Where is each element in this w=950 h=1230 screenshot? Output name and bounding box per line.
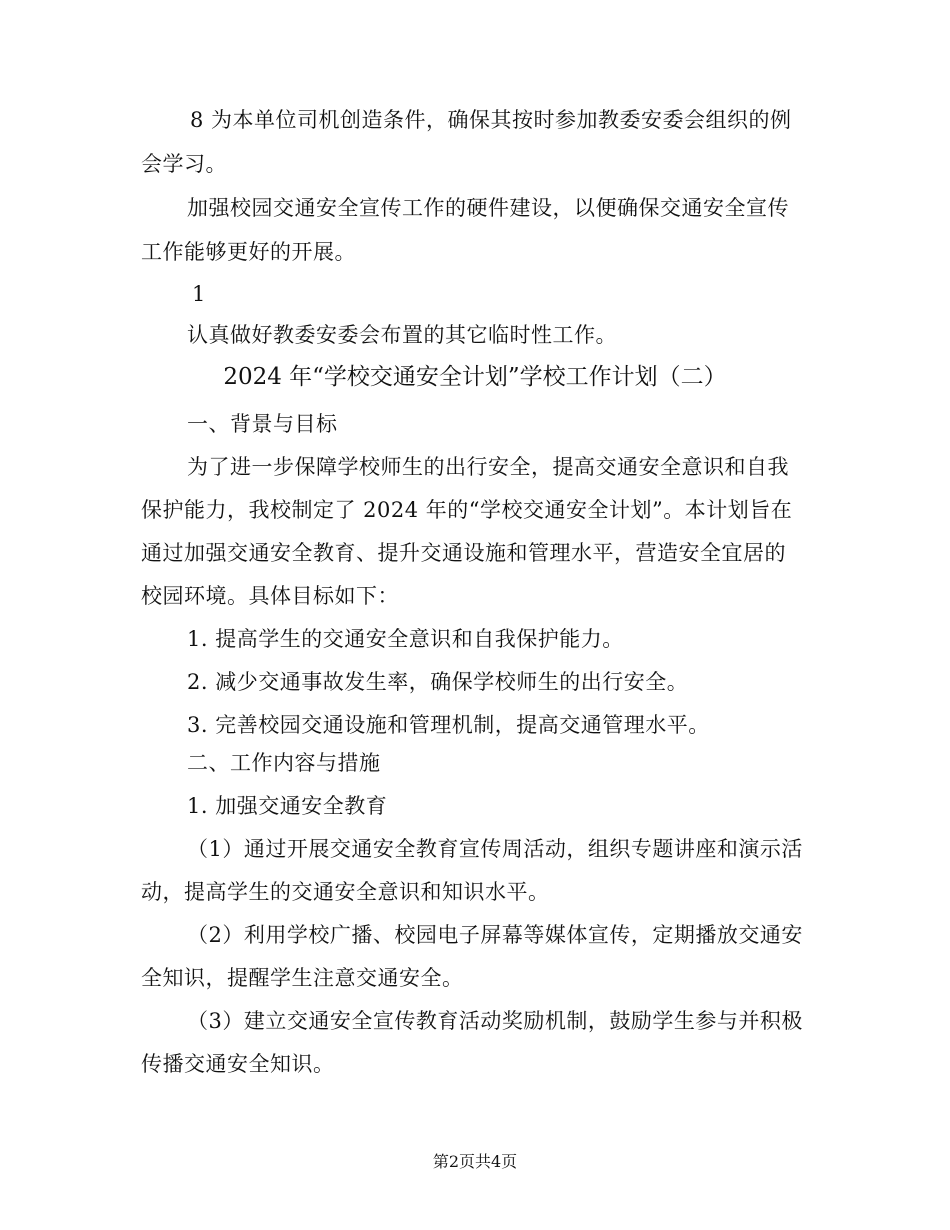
goal-1: 1. 提高学生的交通安全意识和自我保护能力。 bbox=[187, 627, 624, 651]
plan-title: 2024 年“学校交通安全计划”学校工作计划（二） bbox=[223, 364, 727, 390]
section1-para-line4: 校园环境。具体目标如下： bbox=[141, 584, 399, 608]
measure-3-line1: （3）建立交通安全宣传教育活动奖励机制，鼓励学生参与并积极 bbox=[187, 1009, 803, 1033]
goal-2: 2. 减少交通事故发生率，确保学校师生的出行安全。 bbox=[187, 670, 689, 694]
temporary-work: 认真做好教委安委会布置的其它临时性工作。 bbox=[187, 323, 617, 347]
item8-line1: 8 为本单位司机创造条件，确保其按时参加教委安委会组织的例 bbox=[190, 108, 792, 132]
section1-para-line2: 保护能力，我校制定了 2024 年的“学校交通安全计划”。本计划旨在 bbox=[141, 498, 793, 522]
page-footer: 第2页共4页 bbox=[432, 1152, 518, 1171]
item8-line2: 会学习。 bbox=[141, 152, 227, 176]
measure-3-line2: 传播交通安全知识。 bbox=[141, 1052, 335, 1076]
measure-1-line2: 动，提高学生的交通安全意识和知识水平。 bbox=[141, 880, 550, 904]
hardware-line1: 加强校园交通安全宣传工作的硬件建设，以便确保交通安全宣传 bbox=[187, 196, 789, 220]
measure-1-line1: （1）通过开展交通安全教育宣传周活动，组织专题讲座和演示活 bbox=[187, 837, 803, 861]
section1-heading: 一、背景与目标 bbox=[187, 412, 338, 436]
hardware-line2: 工作能够更好的开展。 bbox=[141, 240, 356, 264]
section2-heading: 二、工作内容与措施 bbox=[187, 751, 381, 775]
section2-sub1: 1. 加强交通安全教育 bbox=[187, 794, 388, 818]
section1-para-line3: 通过加强交通安全教育、提升交通设施和管理水平，营造安全宜居的 bbox=[141, 541, 786, 565]
section1-para-line1: 为了进一步保障学校师生的出行安全，提高交通安全意识和自我 bbox=[187, 455, 789, 479]
measure-2-line1: （2）利用学校广播、校园电子屏幕等媒体宣传，定期播放交通安 bbox=[187, 923, 803, 947]
measure-2-line2: 全知识，提醒学生注意交通安全。 bbox=[141, 966, 464, 990]
goal-3: 3. 完善校园交通设施和管理机制，提高交通管理水平。 bbox=[187, 713, 710, 737]
number-one: 1 bbox=[192, 282, 206, 306]
